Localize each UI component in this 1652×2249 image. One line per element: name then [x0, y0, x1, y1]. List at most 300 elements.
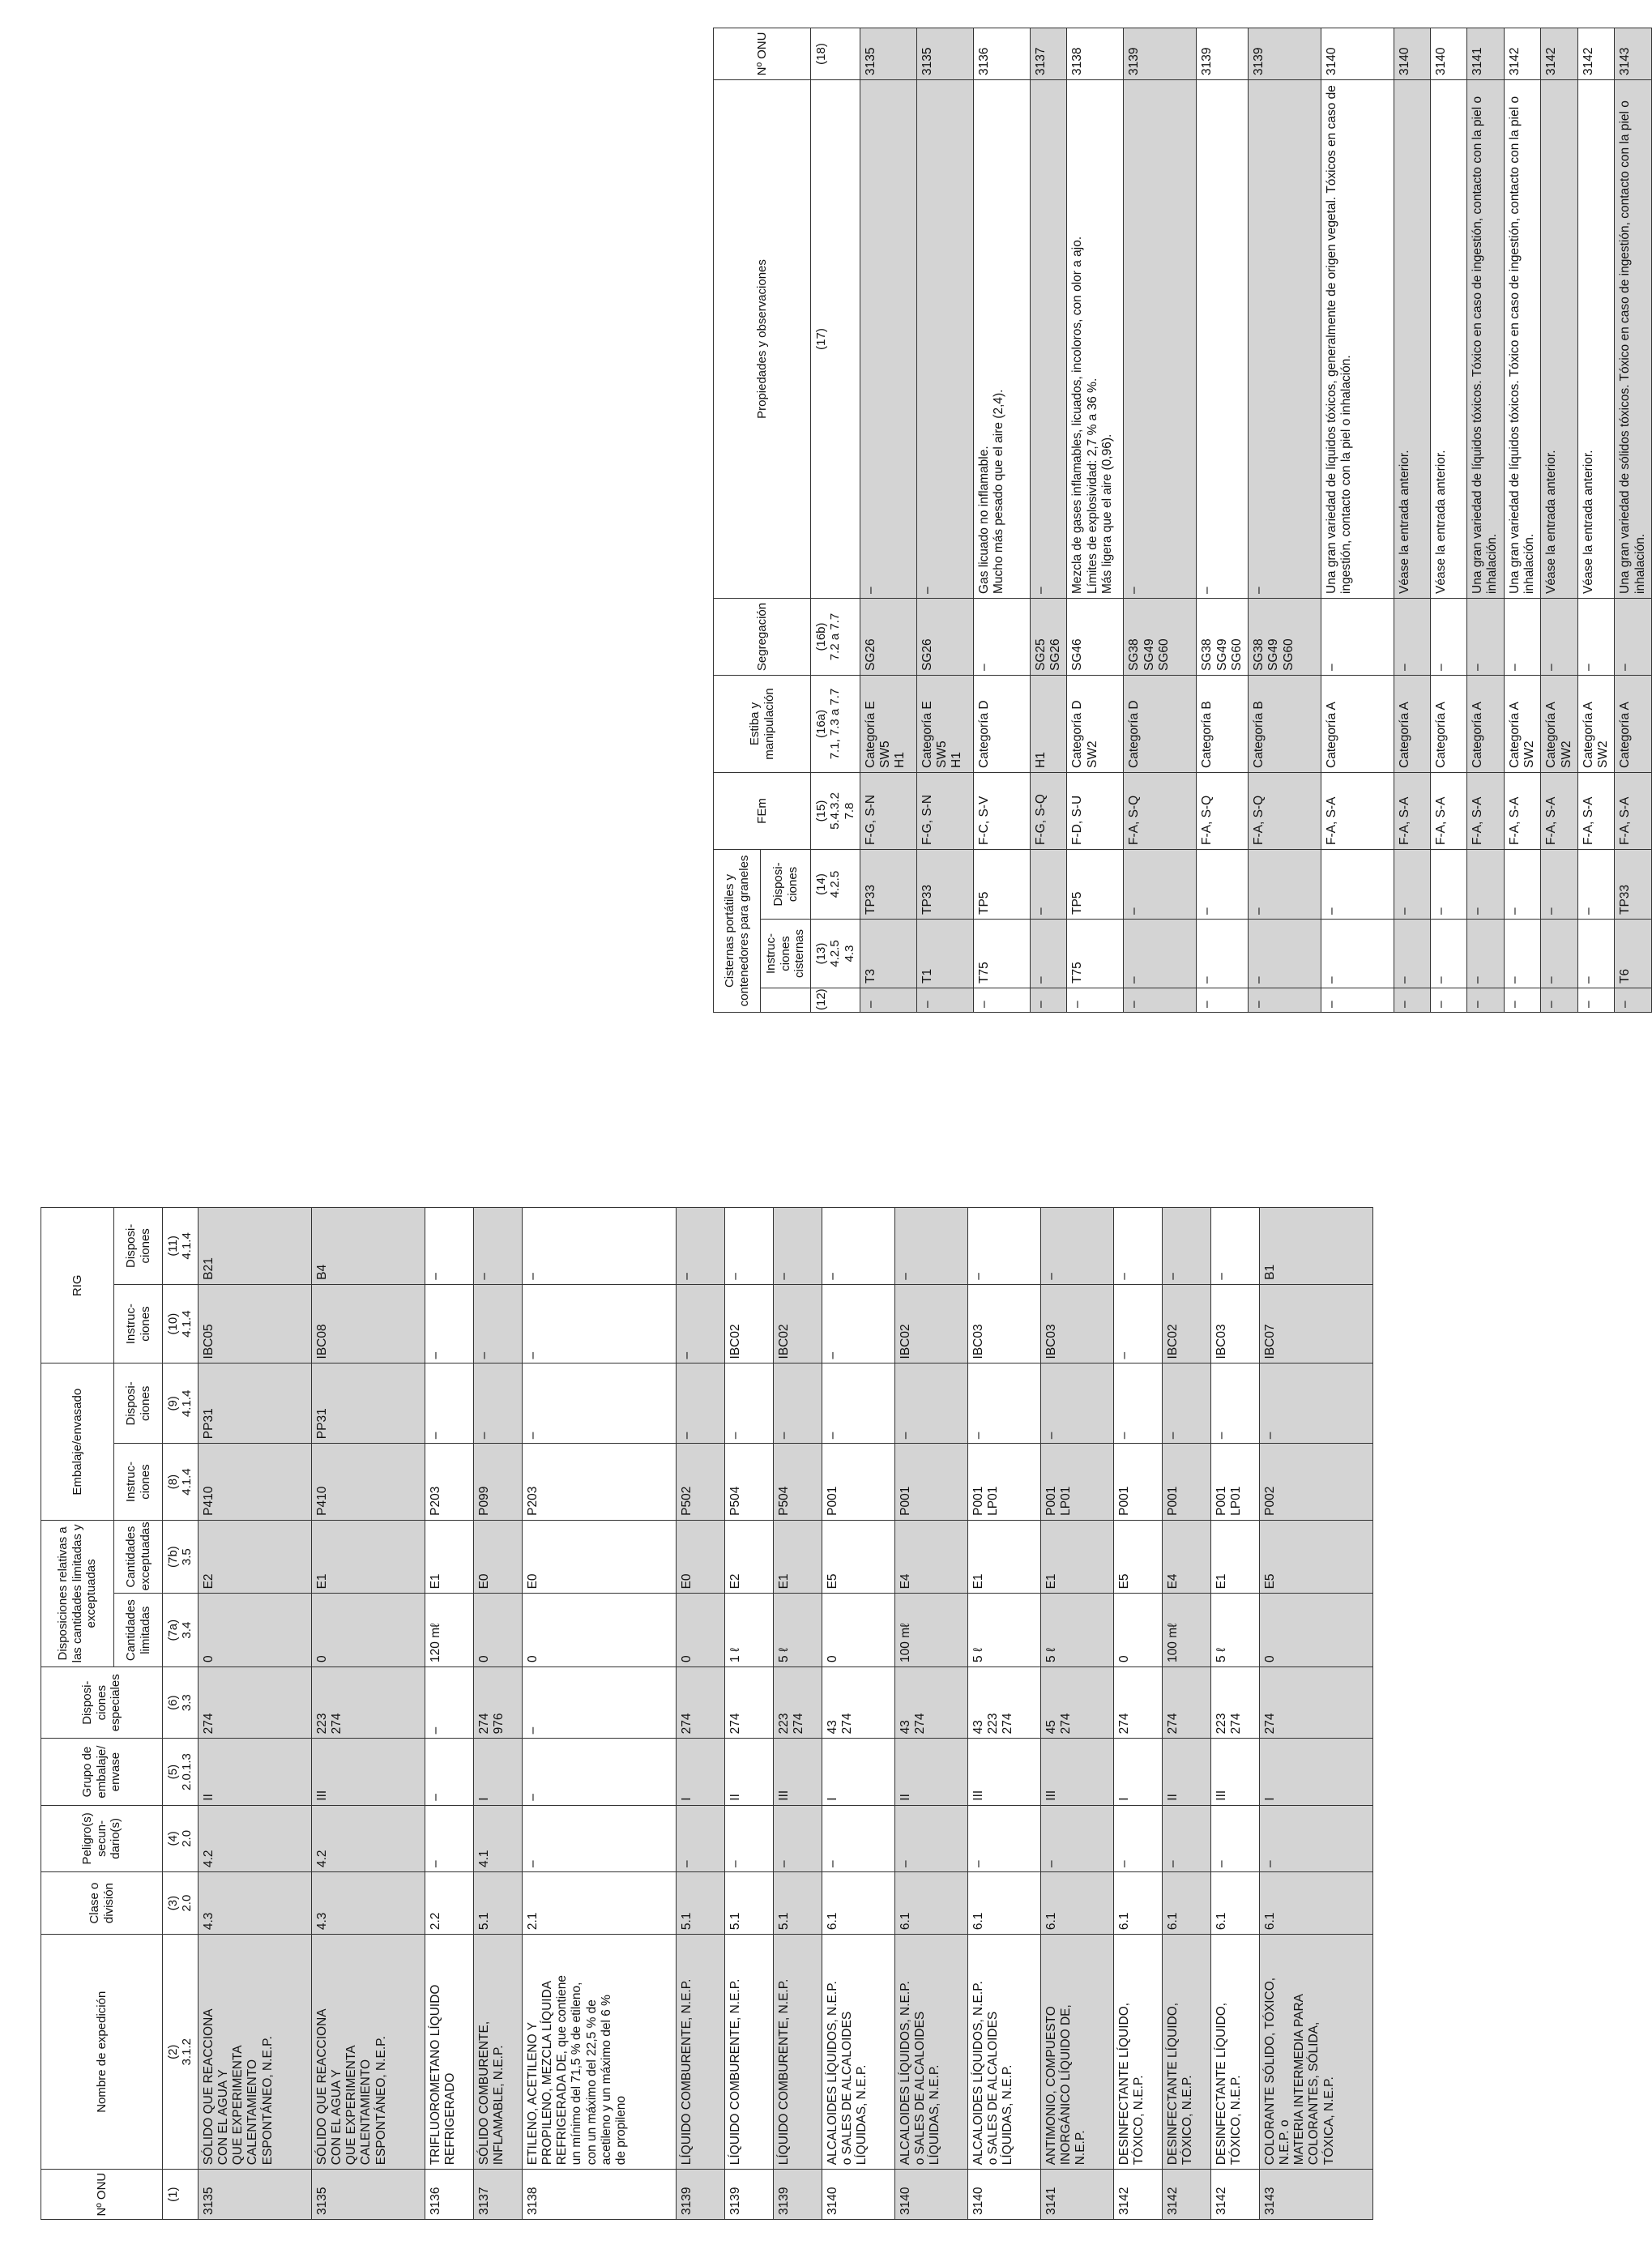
un-number-cell: 3135 — [198, 2170, 311, 2220]
un-number-cell: 3141 — [1467, 28, 1505, 79]
un-number-cell: 3140 — [967, 2170, 1040, 2220]
header-limited-quantities: Cantidades limitadas — [114, 1594, 163, 1667]
table-row — [1040, 1208, 1113, 2220]
ibc-provision-cell: – — [425, 1208, 473, 1285]
tank-instruction-cell: T6 — [1615, 920, 1652, 988]
un-number-cell: 3137 — [473, 2170, 522, 2220]
packing-provision-cell: – — [473, 1363, 522, 1444]
limited-quantity-cell: 5 ℓ — [1040, 1594, 1113, 1667]
subsidiary-risk-cell: – — [773, 1805, 822, 1871]
segregation-cell: – — [1615, 598, 1652, 675]
packing-instruction-cell: P203 — [425, 1444, 473, 1521]
special-provisions-cell: 274 — [1162, 1666, 1210, 1738]
tank-provision-cell: – — [1431, 849, 1467, 919]
properties-cell: – — [1249, 79, 1321, 598]
header-ibc-instructions: Instruc-ciones — [114, 1284, 163, 1363]
stowage-cell: Categoría A — [1615, 675, 1652, 772]
packing-provision-cell: – — [967, 1363, 1040, 1444]
column-number: (18) — [811, 28, 860, 79]
segregation-cell: SG26 — [860, 598, 916, 675]
packing-group-cell: III — [1210, 1739, 1259, 1805]
tank-provision-cell: TP5 — [1067, 849, 1124, 919]
header-tank-instructions: Instruc-ciones cisternas — [761, 920, 811, 988]
un-number-cell: 3139 — [1124, 28, 1197, 79]
column-number: (13) 4.2.5 4.3 — [811, 920, 860, 988]
excepted-quantity-cell: E1 — [1040, 1520, 1113, 1594]
ems-cell: F-A, S-A — [1541, 772, 1578, 849]
ibc-instruction-cell: IBC03 — [967, 1284, 1040, 1363]
excepted-quantity-cell: E1 — [967, 1520, 1040, 1594]
special-provisions-cell: 43 274 — [822, 1666, 894, 1738]
segregation-cell: – — [1431, 598, 1467, 675]
packing-provision-cell: – — [522, 1363, 676, 1444]
excepted-quantity-cell: E0 — [676, 1520, 724, 1594]
table-row — [1067, 28, 1124, 1012]
header-packing-provisions: Disposi-ciones — [114, 1363, 163, 1444]
excepted-quantity-cell: E0 — [473, 1520, 522, 1594]
header-limited-excepted: Disposiciones relativas a las cantidades limitadas y exceptuadas — [41, 1520, 114, 1666]
un-number-cell: 3140 — [1394, 28, 1431, 79]
ibc-instruction-cell: – — [822, 1284, 894, 1363]
stowage-cell: Categoría A SW2 — [1504, 675, 1541, 772]
tank-provision-cell: – — [1467, 849, 1505, 919]
properties-cell: Una gran variedad de líquidos tóxicos. Tóxico en caso de ingestión, contacto con la piel o inhalación. — [1467, 79, 1505, 598]
packing-provision-cell: – — [894, 1363, 967, 1444]
properties-cell: – — [1030, 79, 1067, 598]
class-cell: 6.1 — [1259, 1872, 1372, 1935]
ibc-provision-cell: B21 — [198, 1208, 311, 1285]
ibc-provision-cell: – — [894, 1208, 967, 1285]
tank-instruction-cell: – — [1197, 920, 1249, 988]
special-provisions-cell: 43 223 274 — [967, 1666, 1040, 1738]
un-number-cell: 3140 — [1321, 28, 1394, 79]
stowage-cell: Categoría D — [1124, 675, 1197, 772]
column-12-cell: – — [1249, 988, 1321, 1013]
ems-cell: F-A, S-A — [1321, 772, 1394, 849]
un-number-cell: 3137 — [1030, 28, 1067, 79]
column-number: (6) 3.3 — [163, 1666, 198, 1738]
packing-group-cell: – — [425, 1739, 473, 1805]
tank-instruction-cell: – — [1541, 920, 1578, 988]
un-number-cell: 3141 — [1040, 2170, 1113, 2220]
header-ems: FEm — [714, 772, 811, 849]
un-number-cell: 3142 — [1541, 28, 1578, 79]
column-number: (16a) 7.1, 7.3 a 7.7 — [811, 675, 860, 772]
limited-quantity-cell: 0 — [473, 1594, 522, 1667]
segregation-cell: SG26 — [916, 598, 973, 675]
shipping-name-cell: DESINFECTANTE LÍQUIDO, TÓXICO, N.E.P. — [1210, 1935, 1259, 2170]
un-number-cell: 3140 — [894, 2170, 967, 2220]
segregation-cell: SG38 SG49 SG60 — [1197, 598, 1249, 675]
special-provisions-cell: – — [425, 1666, 473, 1738]
packing-group-cell: III — [773, 1739, 822, 1805]
header-un-number-right: Nº ONU — [714, 28, 811, 79]
ems-cell: F-A, S-A — [1504, 772, 1541, 849]
segregation-cell: SG46 — [1067, 598, 1124, 675]
table-row — [1321, 28, 1394, 1012]
un-number-cell: 3139 — [773, 2170, 822, 2220]
ibc-provision-cell: – — [822, 1208, 894, 1285]
table-row — [198, 1208, 311, 2220]
table-row — [822, 1208, 894, 2220]
class-cell: 5.1 — [724, 1872, 773, 1935]
header-un-number: Nº ONU — [41, 2170, 163, 2220]
excepted-quantity-cell: E0 — [522, 1520, 676, 1594]
ibc-instruction-cell: – — [676, 1284, 724, 1363]
limited-quantity-cell: 5 ℓ — [773, 1594, 822, 1667]
subsidiary-risk-cell: – — [1162, 1805, 1210, 1871]
table-row — [1541, 28, 1578, 1012]
header-tank-blank — [761, 988, 811, 1013]
packing-provision-cell: – — [676, 1363, 724, 1444]
column-12-cell: – — [1067, 988, 1124, 1013]
class-cell: 5.1 — [773, 1872, 822, 1935]
tank-provision-cell: TP33 — [916, 849, 973, 919]
ibc-instruction-cell: IBC02 — [724, 1284, 773, 1363]
table-row — [1162, 1208, 1210, 2220]
column-number: (5) 2.0.1.3 — [163, 1739, 198, 1805]
header-packing-group: Grupo de embalaje/ envase — [41, 1739, 163, 1805]
header-class: Clase o división — [41, 1872, 163, 1935]
header-packing-instructions: Instruc-ciones — [114, 1444, 163, 1521]
special-provisions-cell: 223 274 — [1210, 1666, 1259, 1738]
packing-group-cell: II — [894, 1739, 967, 1805]
shipping-name-cell: COLORANTE SÓLIDO, TÓXICO, N.E.P. o MATERIA INTERMEDIA PARA COLORANTES, SÓLIDA, TÓXICA, N.E.P. — [1259, 1935, 1372, 2170]
packing-provision-cell: – — [1040, 1363, 1113, 1444]
column-number: (10) 4.1.4 — [163, 1284, 198, 1363]
un-number-cell: 3139 — [1197, 28, 1249, 79]
table-row — [1259, 1208, 1372, 2220]
ibc-instruction-cell: IBC02 — [894, 1284, 967, 1363]
tank-instruction-cell: – — [1504, 920, 1541, 988]
tank-provision-cell: – — [1197, 849, 1249, 919]
limited-quantity-cell: 0 — [522, 1594, 676, 1667]
packing-instruction-cell: P504 — [724, 1444, 773, 1521]
packing-provision-cell: – — [773, 1363, 822, 1444]
subsidiary-risk-cell: – — [425, 1805, 473, 1871]
shipping-name-cell: LÍQUIDO COMBURENTE, N.E.P. — [724, 1935, 773, 2170]
segregation-cell: – — [1394, 598, 1431, 675]
ibc-provision-cell: – — [473, 1208, 522, 1285]
packing-instruction-cell: P001 — [894, 1444, 967, 1521]
dangerous-goods-table-left — [41, 1207, 1373, 2220]
column-12-cell: – — [1030, 988, 1067, 1013]
packing-group-cell: I — [1113, 1739, 1162, 1805]
header-shipping-name: Nombre de expedición — [41, 1935, 163, 2170]
column-12-cell: – — [1577, 988, 1615, 1013]
ems-cell: F-G, S-N — [860, 772, 916, 849]
column-12-cell: – — [1467, 988, 1505, 1013]
column-number: (11) 4.1.4 — [163, 1208, 198, 1285]
packing-group-cell: III — [311, 1739, 425, 1805]
header-stowage: Estiba y manipulación — [714, 675, 811, 772]
tank-instruction-cell: – — [1431, 920, 1467, 988]
shipping-name-cell: DESINFECTANTE LÍQUIDO, TÓXICO, N.E.P. — [1162, 1935, 1210, 2170]
shipping-name-cell: SÓLIDO QUE REACCIONA CON EL AGUA Y QUE EXPERIMENTA CALENTAMIENTO ESPONTÁNEO, N.E.P. — [198, 1935, 311, 2170]
special-provisions-cell: 274 — [676, 1666, 724, 1738]
special-provisions-cell: 274 — [1259, 1666, 1372, 1738]
tank-provision-cell: TP5 — [973, 849, 1030, 919]
packing-instruction-cell: P001 LP01 — [1210, 1444, 1259, 1521]
ibc-provision-cell: – — [522, 1208, 676, 1285]
shipping-name-cell: LÍQUIDO COMBURENTE, N.E.P. — [773, 1935, 822, 2170]
ibc-instruction-cell: – — [522, 1284, 676, 1363]
column-12-cell: – — [1394, 988, 1431, 1013]
tank-instruction-cell: – — [1124, 920, 1197, 988]
excepted-quantity-cell: E4 — [894, 1520, 967, 1594]
tank-instruction-cell: T75 — [973, 920, 1030, 988]
ibc-provision-cell: – — [1210, 1208, 1259, 1285]
subsidiary-risk-cell: – — [522, 1805, 676, 1871]
un-number-cell: 3139 — [676, 2170, 724, 2220]
shipping-name-cell: SÓLIDO QUE REACCIONA CON EL AGUA Y QUE EXPERIMENTA CALENTAMIENTO ESPONTÁNEO, N.E.P. — [311, 1935, 425, 2170]
properties-cell: Véase la entrada anterior. — [1394, 79, 1431, 598]
column-12-cell: – — [916, 988, 973, 1013]
segregation-cell: – — [1504, 598, 1541, 675]
shipping-name-cell: ETILENO, ACETILENO Y PROPILENO, MEZCLA LÍQUIDA REFRIGERADA DE, que contiene un mínimo del 71,5 % de etileno, con un máximo del 22,5 % de acetileno y un máximo del 6 % de propileno — [522, 1935, 676, 2170]
excepted-quantity-cell: E2 — [724, 1520, 773, 1594]
tank-instruction-cell: T75 — [1067, 920, 1124, 988]
tank-provision-cell: – — [1249, 849, 1321, 919]
table-row — [1615, 28, 1652, 1012]
subsidiary-risk-cell: – — [1113, 1805, 1162, 1871]
column-number: (3) 2.0 — [163, 1872, 198, 1935]
packing-instruction-cell: P502 — [676, 1444, 724, 1521]
class-cell: 5.1 — [676, 1872, 724, 1935]
table-row — [967, 1208, 1040, 2220]
table-row — [1394, 28, 1431, 1012]
tank-instruction-cell: T3 — [860, 920, 916, 988]
header-segregation: Segregación — [714, 598, 811, 675]
table-row — [916, 28, 973, 1012]
column-12-cell: – — [1431, 988, 1467, 1013]
header-excepted-quantities: Cantidades exceptuadas — [114, 1520, 163, 1594]
un-number-cell: 3142 — [1162, 2170, 1210, 2220]
table-row — [1030, 28, 1067, 1012]
ibc-provision-cell: B1 — [1259, 1208, 1372, 1285]
tank-provision-cell: TP33 — [860, 849, 916, 919]
subsidiary-risk-cell: – — [822, 1805, 894, 1871]
class-cell: 6.1 — [1113, 1872, 1162, 1935]
ibc-instruction-cell: – — [425, 1284, 473, 1363]
dangerous-goods-list-left-page — [41, 1207, 1336, 2220]
column-number: (1) — [163, 2170, 198, 2220]
packing-provision-cell: – — [724, 1363, 773, 1444]
table-row — [1113, 1208, 1162, 2220]
packing-provision-cell: – — [1113, 1363, 1162, 1444]
stowage-cell: Categoría A — [1431, 675, 1467, 772]
table-row — [773, 1208, 822, 2220]
table-row — [425, 1208, 473, 2220]
un-number-cell: 3142 — [1504, 28, 1541, 79]
ibc-instruction-cell: IBC07 — [1259, 1284, 1372, 1363]
table-row — [973, 28, 1030, 1012]
special-provisions-cell: 43 274 — [894, 1666, 967, 1738]
limited-quantity-cell: 1 ℓ — [724, 1594, 773, 1667]
stowage-cell: Categoría B — [1249, 675, 1321, 772]
stowage-cell: Categoría E SW5 H1 — [860, 675, 916, 772]
column-number: (4) 2.0 — [163, 1805, 198, 1871]
subsidiary-risk-cell: – — [676, 1805, 724, 1871]
stowage-cell: Categoría A SW2 — [1577, 675, 1615, 772]
excepted-quantity-cell: E4 — [1162, 1520, 1210, 1594]
packing-provision-cell: – — [1210, 1363, 1259, 1444]
ibc-instruction-cell: IBC02 — [773, 1284, 822, 1363]
ibc-instruction-cell: IBC08 — [311, 1284, 425, 1363]
packing-provision-cell: PP31 — [311, 1363, 425, 1444]
stowage-cell: H1 — [1030, 675, 1067, 772]
table-row — [1210, 1208, 1259, 2220]
tank-provision-cell: – — [1541, 849, 1578, 919]
un-number-cell: 3135 — [916, 28, 973, 79]
class-cell: 4.3 — [311, 1872, 425, 1935]
column-number: (16b) 7.2 a 7.7 — [811, 598, 860, 675]
excepted-quantity-cell: E1 — [1210, 1520, 1259, 1594]
properties-cell: Véase la entrada anterior. — [1577, 79, 1615, 598]
subsidiary-risk-cell: – — [894, 1805, 967, 1871]
ems-cell: F-A, S-A — [1577, 772, 1615, 849]
ibc-provision-cell: – — [967, 1208, 1040, 1285]
segregation-cell: – — [1541, 598, 1578, 675]
table-row — [473, 1208, 522, 2220]
ems-cell: F-C, S-V — [973, 772, 1030, 849]
ems-cell: F-G, S-Q — [1030, 772, 1067, 849]
tank-instruction-cell: – — [1467, 920, 1505, 988]
shipping-name-cell: ALCALOIDES LÍQUIDOS, N.E.P. o SALES DE ALCALOIDES LÍQUIDAS, N.E.P. — [967, 1935, 1040, 2170]
un-number-cell: 3140 — [1431, 28, 1467, 79]
packing-provision-cell: – — [425, 1363, 473, 1444]
tank-provision-cell: – — [1124, 849, 1197, 919]
stowage-cell: Categoría D SW2 — [1067, 675, 1124, 772]
packing-instruction-cell: P001 — [822, 1444, 894, 1521]
ibc-provision-cell: – — [1113, 1208, 1162, 1285]
segregation-cell: – — [973, 598, 1030, 675]
column-12-cell: – — [1504, 988, 1541, 1013]
packing-provision-cell: – — [1162, 1363, 1210, 1444]
packing-group-cell: I — [676, 1739, 724, 1805]
limited-quantity-cell: 0 — [676, 1594, 724, 1667]
properties-cell: Una gran variedad de sólidos tóxicos. Tóxico en caso de ingestión, contacto con la piel o inhalación. — [1615, 79, 1652, 598]
special-provisions-cell: – — [522, 1666, 676, 1738]
ems-cell: F-A, S-A — [1615, 772, 1652, 849]
special-provisions-cell: 274 — [724, 1666, 773, 1738]
properties-cell: – — [860, 79, 916, 598]
packing-instruction-cell: P001 — [1162, 1444, 1210, 1521]
ibc-instruction-cell: IBC03 — [1040, 1284, 1113, 1363]
packing-group-cell: I — [1259, 1739, 1372, 1805]
column-12-cell: – — [1541, 988, 1578, 1013]
segregation-cell: – — [1321, 598, 1394, 675]
packing-group-cell: II — [724, 1739, 773, 1805]
packing-instruction-cell: P099 — [473, 1444, 522, 1521]
un-number-cell: 3136 — [425, 2170, 473, 2220]
class-cell: 4.3 — [198, 1872, 311, 1935]
tank-provision-cell: TP33 — [1615, 849, 1652, 919]
column-number: (7a) 3.4 — [163, 1594, 198, 1667]
special-provisions-cell: 223 274 — [311, 1666, 425, 1738]
subsidiary-risk-cell: – — [724, 1805, 773, 1871]
shipping-name-cell: DESINFECTANTE LÍQUIDO, TÓXICO, N.E.P. — [1113, 1935, 1162, 2170]
header-packing: Embalaje/envasado — [41, 1363, 114, 1520]
table-row — [676, 1208, 724, 2220]
class-cell: 2.1 — [522, 1872, 676, 1935]
un-number-cell: 3143 — [1615, 28, 1652, 79]
subsidiary-risk-cell: – — [1040, 1805, 1113, 1871]
table-row — [522, 1208, 676, 2220]
column-number: (9) 4.1.4 — [163, 1363, 198, 1444]
ibc-instruction-cell: IBC03 — [1210, 1284, 1259, 1363]
stowage-cell: Categoría E SW5 H1 — [916, 675, 973, 772]
un-number-cell: 3142 — [1577, 28, 1615, 79]
limited-quantity-cell: 0 — [198, 1594, 311, 1667]
un-number-cell: 3143 — [1259, 2170, 1372, 2220]
properties-cell: – — [1124, 79, 1197, 598]
segregation-cell: SG38 SG49 SG60 — [1124, 598, 1197, 675]
table-row — [1431, 28, 1467, 1012]
excepted-quantity-cell: E5 — [1113, 1520, 1162, 1594]
excepted-quantity-cell: E1 — [311, 1520, 425, 1594]
special-provisions-cell: 274 976 — [473, 1666, 522, 1738]
column-12-cell: – — [860, 988, 916, 1013]
excepted-quantity-cell: E1 — [425, 1520, 473, 1594]
subsidiary-risk-cell: 4.2 — [198, 1805, 311, 1871]
shipping-name-cell: ALCALOIDES LÍQUIDOS, N.E.P. o SALES DE ALCALOIDES LÍQUIDAS, N.E.P. — [894, 1935, 967, 2170]
un-number-cell: 3142 — [1113, 2170, 1162, 2220]
tank-instruction-cell: – — [1394, 920, 1431, 988]
special-provisions-cell: 223 274 — [773, 1666, 822, 1738]
properties-cell: Mezcla de gases inflamables, licuados, incoloros, con olor a ajo. Límites de explosividad: 2,7 % a 36 %. Más ligera que el aire (0,96). — [1067, 79, 1124, 598]
tank-provision-cell: – — [1504, 849, 1541, 919]
ibc-provision-cell: – — [773, 1208, 822, 1285]
table-row — [1577, 28, 1615, 1012]
properties-cell: Véase la entrada anterior. — [1541, 79, 1578, 598]
tank-provision-cell: – — [1321, 849, 1394, 919]
header-special-provisions: Disposi-ciones especiales — [41, 1666, 163, 1738]
packing-group-cell: II — [1162, 1739, 1210, 1805]
header-ibc-provisions: Disposi-ciones — [114, 1208, 163, 1285]
un-number-cell: 3139 — [724, 2170, 773, 2220]
header-portable-tanks: Cisternas portátiles y contenedores para graneles — [714, 849, 761, 1012]
special-provisions-cell: 45 274 — [1040, 1666, 1113, 1738]
packing-group-cell: – — [522, 1739, 676, 1805]
subsidiary-risk-cell: 4.2 — [311, 1805, 425, 1871]
table-row — [1467, 28, 1505, 1012]
ibc-instruction-cell: – — [473, 1284, 522, 1363]
packing-instruction-cell: P001 LP01 — [967, 1444, 1040, 1521]
stowage-cell: Categoría A — [1394, 675, 1431, 772]
un-number-cell: 3136 — [973, 28, 1030, 79]
limited-quantity-cell: 100 mℓ — [1162, 1594, 1210, 1667]
limited-quantity-cell: 100 mℓ — [894, 1594, 967, 1667]
stowage-cell: Categoría D — [973, 675, 1030, 772]
column-number: (17) — [811, 79, 860, 598]
packing-provision-cell: PP31 — [198, 1363, 311, 1444]
limited-quantity-cell: 0 — [1259, 1594, 1372, 1667]
column-number: (12) — [811, 988, 860, 1013]
ems-cell: F-A, S-A — [1394, 772, 1431, 849]
properties-cell: – — [1197, 79, 1249, 598]
excepted-quantity-cell: E5 — [822, 1520, 894, 1594]
packing-group-cell: III — [1040, 1739, 1113, 1805]
subsidiary-risk-cell: – — [1210, 1805, 1259, 1871]
table-row — [724, 1208, 773, 2220]
properties-cell: Gas licuado no inflamable. Mucho más pesado que el aire (2,4). — [973, 79, 1030, 598]
ibc-instruction-cell: IBC02 — [1162, 1284, 1210, 1363]
limited-quantity-cell: 0 — [1113, 1594, 1162, 1667]
subsidiary-risk-cell: – — [967, 1805, 1040, 1871]
properties-cell: Una gran variedad de líquidos tóxicos, generalmente de origen vegetal. Tóxicos en caso de ingestión, contacto con la piel o inhalación. — [1321, 79, 1394, 598]
special-provisions-cell: 274 — [1113, 1666, 1162, 1738]
